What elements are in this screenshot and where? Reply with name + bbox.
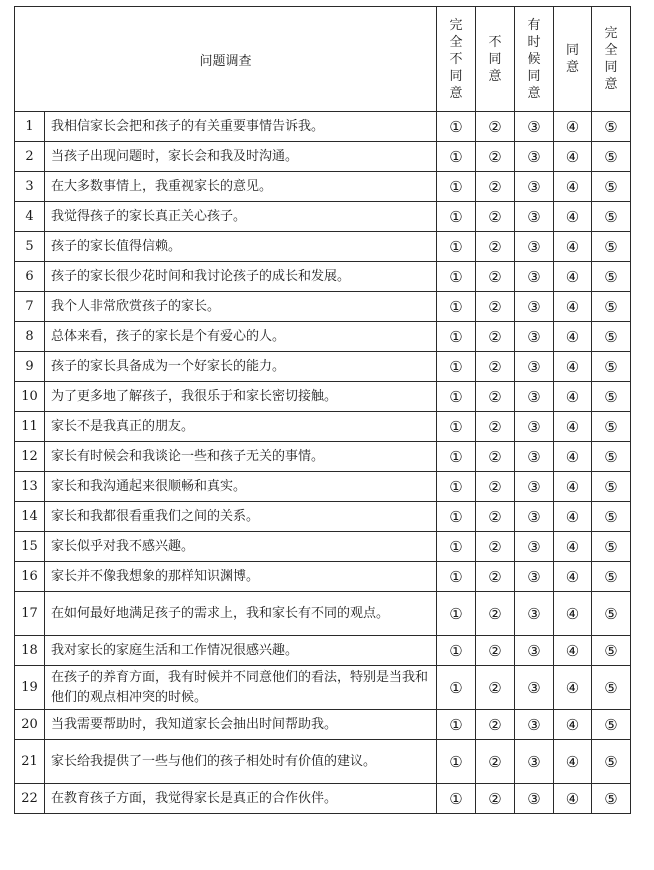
question-row <box>15 202 631 232</box>
question-number: 8 <box>15 322 45 352</box>
answer-option-2[interactable]: ② <box>476 112 515 142</box>
answer-option-1[interactable]: ① <box>437 636 476 666</box>
answer-option-3[interactable]: ③ <box>515 710 554 740</box>
question-number: 1 <box>15 112 45 142</box>
answer-option-4[interactable]: ④ <box>554 172 592 202</box>
question-row <box>15 502 631 532</box>
answer-option-2[interactable]: ② <box>476 666 515 710</box>
question-row <box>15 112 631 142</box>
question-number: 15 <box>15 532 45 562</box>
answer-option-5[interactable]: ⑤ <box>592 382 631 412</box>
answer-option-3[interactable]: ③ <box>515 232 554 262</box>
question-number: 10 <box>15 382 45 412</box>
answer-option-2[interactable]: ② <box>476 382 515 412</box>
question-row <box>15 592 631 636</box>
question-row <box>15 262 631 292</box>
answer-option-5[interactable]: ⑤ <box>592 172 631 202</box>
answer-option-2[interactable]: ② <box>476 710 515 740</box>
header-option-4-label: 同意 <box>566 43 580 75</box>
answer-option-3[interactable]: ③ <box>515 292 554 322</box>
answer-option-1[interactable]: ① <box>437 592 476 636</box>
question-number: 17 <box>15 592 45 636</box>
answer-option-2[interactable]: ② <box>476 412 515 442</box>
answer-option-3[interactable]: ③ <box>515 532 554 562</box>
question-text: 在孩子的养育方面，我有时候并不同意他们的看法，特别是当我和他们的观点相冲突的时候。 <box>45 666 437 710</box>
answer-option-5[interactable]: ⑤ <box>592 562 631 592</box>
answer-option-3[interactable]: ③ <box>515 502 554 532</box>
header-option-5-label: 完全同意 <box>604 26 618 92</box>
answer-option-5[interactable]: ⑤ <box>592 666 631 710</box>
answer-option-1[interactable]: ① <box>437 322 476 352</box>
answer-option-4[interactable]: ④ <box>554 784 592 814</box>
answer-option-1[interactable]: ① <box>437 202 476 232</box>
answer-option-2[interactable]: ② <box>476 322 515 352</box>
answer-option-5[interactable]: ⑤ <box>592 232 631 262</box>
answer-option-4[interactable]: ④ <box>554 442 592 472</box>
question-number: 6 <box>15 262 45 292</box>
header-title: 问题调查 <box>15 7 437 112</box>
answer-option-2[interactable]: ② <box>476 232 515 262</box>
answer-option-1[interactable]: ① <box>437 412 476 442</box>
answer-option-4[interactable]: ④ <box>554 666 592 710</box>
header-option-3 <box>515 7 554 112</box>
question-row <box>15 784 631 814</box>
survey-body <box>15 7 631 814</box>
question-number: 7 <box>15 292 45 322</box>
answer-option-4[interactable]: ④ <box>554 562 592 592</box>
answer-option-5[interactable]: ⑤ <box>592 412 631 442</box>
answer-option-1[interactable]: ① <box>437 442 476 472</box>
answer-option-4[interactable]: ④ <box>554 142 592 172</box>
question-row <box>15 232 631 262</box>
question-text: 家长似乎对我不感兴趣。 <box>45 532 437 562</box>
question-number: 22 <box>15 784 45 814</box>
question-text: 家长给我提供了一些与他们的孩子相处时有价值的建议。 <box>45 740 437 784</box>
question-text: 当我需要帮助时，我知道家长会抽出时间帮助我。 <box>45 710 437 740</box>
answer-option-2[interactable]: ② <box>476 442 515 472</box>
question-text: 我相信家长会把和孩子的有关重要事情告诉我。 <box>45 112 437 142</box>
answer-option-2[interactable]: ② <box>476 202 515 232</box>
answer-option-5[interactable]: ⑤ <box>592 112 631 142</box>
answer-option-5[interactable]: ⑤ <box>592 740 631 784</box>
answer-option-5[interactable]: ⑤ <box>592 532 631 562</box>
answer-option-3[interactable]: ③ <box>515 142 554 172</box>
answer-option-1[interactable]: ① <box>437 262 476 292</box>
answer-option-3[interactable]: ③ <box>515 562 554 592</box>
answer-option-1[interactable]: ① <box>437 784 476 814</box>
answer-option-1[interactable]: ① <box>437 112 476 142</box>
question-row <box>15 710 631 740</box>
answer-option-2[interactable]: ② <box>476 784 515 814</box>
answer-option-2[interactable]: ② <box>476 172 515 202</box>
answer-option-1[interactable]: ① <box>437 142 476 172</box>
answer-option-4[interactable]: ④ <box>554 592 592 636</box>
answer-option-3[interactable]: ③ <box>515 740 554 784</box>
question-row <box>15 666 631 710</box>
answer-option-5[interactable]: ⑤ <box>592 202 631 232</box>
answer-option-5[interactable]: ⑤ <box>592 636 631 666</box>
question-text: 家长并不像我想象的那样知识渊博。 <box>45 562 437 592</box>
answer-option-2[interactable]: ② <box>476 740 515 784</box>
question-number: 21 <box>15 740 45 784</box>
question-text: 当孩子出现问题时，家长会和我及时沟通。 <box>45 142 437 172</box>
question-text: 在大多数事情上，我重视家长的意见。 <box>45 172 437 202</box>
answer-option-1[interactable]: ① <box>437 532 476 562</box>
answer-option-5[interactable]: ⑤ <box>592 352 631 382</box>
answer-option-5[interactable]: ⑤ <box>592 262 631 292</box>
header-option-2 <box>476 7 515 112</box>
answer-option-3[interactable]: ③ <box>515 112 554 142</box>
answer-option-1[interactable]: ① <box>437 502 476 532</box>
answer-option-4[interactable]: ④ <box>554 232 592 262</box>
answer-option-3[interactable]: ③ <box>515 666 554 710</box>
answer-option-5[interactable]: ⑤ <box>592 502 631 532</box>
answer-option-2[interactable]: ② <box>476 636 515 666</box>
question-row <box>15 412 631 442</box>
header-option-5 <box>592 7 631 112</box>
answer-option-1[interactable]: ① <box>437 562 476 592</box>
answer-option-4[interactable]: ④ <box>554 292 592 322</box>
question-number: 11 <box>15 412 45 442</box>
answer-option-2[interactable]: ② <box>476 532 515 562</box>
answer-option-5[interactable]: ⑤ <box>592 592 631 636</box>
answer-option-2[interactable]: ② <box>476 502 515 532</box>
question-row <box>15 562 631 592</box>
question-number: 16 <box>15 562 45 592</box>
answer-option-4[interactable]: ④ <box>554 322 592 352</box>
answer-option-5[interactable]: ⑤ <box>592 322 631 352</box>
header-row <box>15 7 631 112</box>
question-row <box>15 382 631 412</box>
question-number: 2 <box>15 142 45 172</box>
question-number: 3 <box>15 172 45 202</box>
answer-option-4[interactable]: ④ <box>554 382 592 412</box>
question-text: 家长和我沟通起来很顺畅和真实。 <box>45 472 437 502</box>
question-number: 9 <box>15 352 45 382</box>
answer-option-3[interactable]: ③ <box>515 382 554 412</box>
answer-option-3[interactable]: ③ <box>515 322 554 352</box>
question-text: 在教育孩子方面，我觉得家长是真正的合作伙伴。 <box>45 784 437 814</box>
answer-option-4[interactable]: ④ <box>554 202 592 232</box>
answer-option-3[interactable]: ③ <box>515 442 554 472</box>
question-number: 14 <box>15 502 45 532</box>
question-text: 家长有时候会和我谈论一些和孩子无关的事情。 <box>45 442 437 472</box>
question-text: 总体来看，孩子的家长是个有爱心的人。 <box>45 322 437 352</box>
question-number: 19 <box>15 666 45 710</box>
question-text: 我个人非常欣赏孩子的家长。 <box>45 292 437 322</box>
answer-option-4[interactable]: ④ <box>554 636 592 666</box>
question-text: 家长和我都很看重我们之间的关系。 <box>45 502 437 532</box>
answer-option-2[interactable]: ② <box>476 262 515 292</box>
question-text: 我觉得孩子的家长真正关心孩子。 <box>45 202 437 232</box>
answer-option-3[interactable]: ③ <box>515 472 554 502</box>
answer-option-2[interactable]: ② <box>476 592 515 636</box>
answer-option-2[interactable]: ② <box>476 292 515 322</box>
question-text: 孩子的家长很少花时间和我讨论孩子的成长和发展。 <box>45 262 437 292</box>
answer-option-4[interactable]: ④ <box>554 262 592 292</box>
answer-option-4[interactable]: ④ <box>554 412 592 442</box>
question-text: 孩子的家长值得信赖。 <box>45 232 437 262</box>
answer-option-4[interactable]: ④ <box>554 112 592 142</box>
question-number: 20 <box>15 710 45 740</box>
question-row <box>15 532 631 562</box>
answer-option-3[interactable]: ③ <box>515 262 554 292</box>
answer-option-4[interactable]: ④ <box>554 532 592 562</box>
question-number: 18 <box>15 636 45 666</box>
question-row <box>15 740 631 784</box>
answer-option-1[interactable]: ① <box>437 292 476 322</box>
header-option-4 <box>554 7 592 112</box>
answer-option-5[interactable]: ⑤ <box>592 472 631 502</box>
answer-option-4[interactable]: ④ <box>554 710 592 740</box>
question-row <box>15 172 631 202</box>
question-number: 5 <box>15 232 45 262</box>
answer-option-5[interactable]: ⑤ <box>592 784 631 814</box>
answer-option-3[interactable]: ③ <box>515 172 554 202</box>
survey-container <box>14 6 630 814</box>
answer-option-1[interactable]: ① <box>437 472 476 502</box>
header-option-1-label: 完全不同意 <box>449 17 463 101</box>
answer-option-4[interactable]: ④ <box>554 740 592 784</box>
question-row <box>15 322 631 352</box>
question-text: 在如何最好地满足孩子的需求上，我和家长有不同的观点。 <box>45 592 437 636</box>
answer-option-3[interactable]: ③ <box>515 202 554 232</box>
answer-option-1[interactable]: ① <box>437 710 476 740</box>
question-number: 13 <box>15 472 45 502</box>
answer-option-5[interactable]: ⑤ <box>592 442 631 472</box>
header-option-3-label: 有时候同意 <box>527 17 541 101</box>
answer-option-5[interactable]: ⑤ <box>592 710 631 740</box>
answer-option-4[interactable]: ④ <box>554 502 592 532</box>
question-number: 12 <box>15 442 45 472</box>
answer-option-3[interactable]: ③ <box>515 784 554 814</box>
answer-option-2[interactable]: ② <box>476 472 515 502</box>
answer-option-4[interactable]: ④ <box>554 472 592 502</box>
question-row <box>15 142 631 172</box>
answer-option-2[interactable]: ② <box>476 142 515 172</box>
answer-option-3[interactable]: ③ <box>515 636 554 666</box>
answer-option-3[interactable]: ③ <box>515 592 554 636</box>
answer-option-1[interactable]: ① <box>437 382 476 412</box>
answer-option-2[interactable]: ② <box>476 562 515 592</box>
survey-table <box>14 6 631 814</box>
answer-option-4[interactable]: ④ <box>554 352 592 382</box>
header-option-1 <box>437 7 476 112</box>
question-text: 家长不是我真正的朋友。 <box>45 412 437 442</box>
question-row <box>15 352 631 382</box>
answer-option-5[interactable]: ⑤ <box>592 142 631 172</box>
answer-option-3[interactable]: ③ <box>515 412 554 442</box>
answer-option-5[interactable]: ⑤ <box>592 292 631 322</box>
question-row <box>15 442 631 472</box>
answer-option-2[interactable]: ② <box>476 352 515 382</box>
question-row <box>15 636 631 666</box>
question-text: 孩子的家长具备成为一个好家长的能力。 <box>45 352 437 382</box>
question-text: 为了更多地了解孩子，我很乐于和家长密切接触。 <box>45 382 437 412</box>
answer-option-3[interactable]: ③ <box>515 352 554 382</box>
answer-option-1[interactable]: ① <box>437 172 476 202</box>
answer-option-1[interactable]: ① <box>437 740 476 784</box>
answer-option-1[interactable]: ① <box>437 352 476 382</box>
question-number: 4 <box>15 202 45 232</box>
header-option-2-label: 不同意 <box>488 34 502 84</box>
answer-option-1[interactable]: ① <box>437 666 476 710</box>
question-text: 我对家长的家庭生活和工作情况很感兴趣。 <box>45 636 437 666</box>
answer-option-1[interactable]: ① <box>437 232 476 262</box>
question-row <box>15 472 631 502</box>
question-row <box>15 292 631 322</box>
